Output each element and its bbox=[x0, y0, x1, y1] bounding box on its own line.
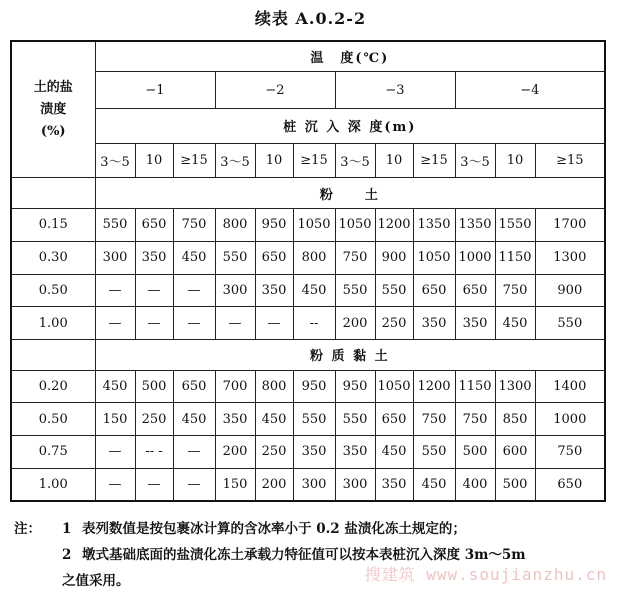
value-cell: 350 bbox=[135, 241, 173, 274]
value-cell: 550 bbox=[335, 274, 375, 307]
value-cell: 800 bbox=[255, 370, 293, 403]
salinity-cell: 1.00 bbox=[11, 307, 95, 340]
value-cell: 300 bbox=[293, 468, 335, 501]
value-cell: 1350 bbox=[413, 209, 455, 242]
value-cell: 500 bbox=[455, 435, 495, 468]
value-cell: — bbox=[173, 435, 215, 468]
note-number: 2 bbox=[62, 547, 72, 563]
depth-col: 10 bbox=[135, 143, 173, 178]
depth-col: 10 bbox=[495, 143, 535, 178]
depth-col: 3～5 bbox=[95, 143, 135, 178]
header-row-depth-label bbox=[11, 108, 605, 143]
salinity-cell: 0.75 bbox=[11, 435, 95, 468]
temperature-col: −3 bbox=[335, 72, 455, 109]
table-row bbox=[11, 370, 605, 403]
value-cell: — bbox=[135, 468, 173, 501]
depth-col: ≥15 bbox=[535, 143, 605, 178]
value-cell: 650 bbox=[173, 370, 215, 403]
value-cell: — bbox=[95, 435, 135, 468]
value-cell: 300 bbox=[95, 241, 135, 274]
value-cell: 350 bbox=[375, 468, 413, 501]
watermark: 搜建筑 www.soujianzhu.cn bbox=[364, 565, 607, 584]
value-cell: 750 bbox=[335, 241, 375, 274]
header-row-temperatures bbox=[11, 72, 605, 109]
value-cell: 350 bbox=[413, 307, 455, 340]
value-cell: 350 bbox=[335, 435, 375, 468]
value-cell: 650 bbox=[135, 209, 173, 242]
value-cell: 1150 bbox=[495, 241, 535, 274]
soil-type-header: 粉 质 黏 土 bbox=[95, 339, 605, 370]
section-row bbox=[11, 339, 605, 370]
value-cell: 550 bbox=[335, 403, 375, 436]
header-row-temperature bbox=[11, 41, 605, 72]
salinity-cell: 0.20 bbox=[11, 370, 95, 403]
value-cell: — bbox=[95, 468, 135, 501]
value-cell: 550 bbox=[293, 403, 335, 436]
value-cell: — bbox=[135, 274, 173, 307]
value-cell: 900 bbox=[535, 274, 605, 307]
value-cell: 800 bbox=[293, 241, 335, 274]
value-cell: 1050 bbox=[375, 370, 413, 403]
value-cell: 950 bbox=[335, 370, 375, 403]
note-item bbox=[14, 516, 614, 542]
value-cell: 450 bbox=[375, 435, 413, 468]
header-row-depths bbox=[11, 143, 605, 178]
value-cell: 650 bbox=[413, 274, 455, 307]
value-cell: 450 bbox=[95, 370, 135, 403]
value-cell: 500 bbox=[495, 468, 535, 501]
value-cell: 550 bbox=[535, 307, 605, 340]
value-cell: 750 bbox=[535, 435, 605, 468]
table-row bbox=[11, 435, 605, 468]
depth-col: 10 bbox=[375, 143, 413, 178]
salinity-cell: 1.00 bbox=[11, 468, 95, 501]
value-cell: 950 bbox=[293, 370, 335, 403]
value-cell: 750 bbox=[413, 403, 455, 436]
value-cell: 1050 bbox=[335, 209, 375, 242]
value-cell: 950 bbox=[255, 209, 293, 242]
table-row bbox=[11, 307, 605, 340]
value-cell: 800 bbox=[215, 209, 255, 242]
value-cell: 200 bbox=[255, 468, 293, 501]
depth-col: ≥15 bbox=[293, 143, 335, 178]
table-row bbox=[11, 274, 605, 307]
value-cell: 600 bbox=[495, 435, 535, 468]
value-cell: — bbox=[215, 307, 255, 340]
salinity-cell: 0.15 bbox=[11, 209, 95, 242]
table-row bbox=[11, 403, 605, 436]
salinity-header-text: 土的盐 渍度 (%) bbox=[33, 79, 73, 139]
salinity-cell: 0.30 bbox=[11, 241, 95, 274]
value-cell: -- - bbox=[135, 435, 173, 468]
temperature-header: 温 度(℃) bbox=[95, 41, 605, 72]
salinity-cell: 0.50 bbox=[11, 274, 95, 307]
value-cell: 450 bbox=[173, 241, 215, 274]
value-cell: 1050 bbox=[293, 209, 335, 242]
value-cell: 1000 bbox=[455, 241, 495, 274]
value-cell: — bbox=[135, 307, 173, 340]
salinity-cell: 0.50 bbox=[11, 403, 95, 436]
section-blank-cell bbox=[11, 339, 95, 370]
value-cell: 500 bbox=[135, 370, 173, 403]
temperature-col: −4 bbox=[455, 72, 605, 109]
depth-col: ≥15 bbox=[413, 143, 455, 178]
value-cell: 350 bbox=[255, 274, 293, 307]
value-cell: 1000 bbox=[535, 403, 605, 436]
value-cell: 1400 bbox=[535, 370, 605, 403]
value-cell: — bbox=[95, 274, 135, 307]
value-cell: 150 bbox=[215, 468, 255, 501]
value-cell: 650 bbox=[375, 403, 413, 436]
value-cell: 1700 bbox=[535, 209, 605, 242]
value-cell: 1050 bbox=[413, 241, 455, 274]
value-cell: 550 bbox=[95, 209, 135, 242]
value-cell: 350 bbox=[293, 435, 335, 468]
value-cell: — bbox=[173, 307, 215, 340]
value-cell: 650 bbox=[455, 274, 495, 307]
value-cell: 650 bbox=[535, 468, 605, 501]
value-cell: 750 bbox=[455, 403, 495, 436]
note-continuation: 之值采用。 bbox=[62, 573, 130, 589]
value-cell: 900 bbox=[375, 241, 413, 274]
depth-col: 3～5 bbox=[215, 143, 255, 178]
table-row bbox=[11, 209, 605, 242]
value-cell: -- bbox=[293, 307, 335, 340]
value-cell: 250 bbox=[375, 307, 413, 340]
table-title: 续表 A.0.2-2 bbox=[254, 9, 367, 28]
value-cell: 550 bbox=[375, 274, 413, 307]
depth-col: ≥15 bbox=[173, 143, 215, 178]
value-cell: 1300 bbox=[495, 370, 535, 403]
value-cell: 1350 bbox=[455, 209, 495, 242]
value-cell: 1150 bbox=[455, 370, 495, 403]
value-cell: 650 bbox=[255, 241, 293, 274]
value-cell: 550 bbox=[413, 435, 455, 468]
value-cell: 200 bbox=[215, 435, 255, 468]
value-cell: 1300 bbox=[535, 241, 605, 274]
bearing-capacity-table bbox=[10, 40, 606, 502]
table-row bbox=[11, 241, 605, 274]
value-cell: 300 bbox=[215, 274, 255, 307]
value-cell: 350 bbox=[215, 403, 255, 436]
value-cell: 750 bbox=[173, 209, 215, 242]
temperature-col: −1 bbox=[95, 72, 215, 109]
value-cell: 700 bbox=[215, 370, 255, 403]
depth-col: 3～5 bbox=[455, 143, 495, 178]
value-cell: 850 bbox=[495, 403, 535, 436]
value-cell: 450 bbox=[255, 403, 293, 436]
note-text: 墩式基础底面的盐渍化冻土承载力特征值可以按本表桩沉入深度 3m～5m bbox=[82, 547, 526, 563]
depth-col: 10 bbox=[255, 143, 293, 178]
value-cell: — bbox=[95, 307, 135, 340]
value-cell: 1550 bbox=[495, 209, 535, 242]
value-cell: — bbox=[173, 274, 215, 307]
value-cell: 450 bbox=[413, 468, 455, 501]
depth-col: 3～5 bbox=[335, 143, 375, 178]
note-text: 表列数值是按包裹冰计算的含冰率小于 0.2 盐渍化冻土规定的； bbox=[82, 521, 466, 537]
value-cell: 150 bbox=[95, 403, 135, 436]
value-cell: — bbox=[173, 468, 215, 501]
section-blank-cell bbox=[11, 178, 95, 209]
section-row bbox=[11, 178, 605, 209]
temperature-col: −2 bbox=[215, 72, 335, 109]
value-cell: — bbox=[255, 307, 293, 340]
soil-type-header: 粉 土 bbox=[95, 178, 605, 209]
value-cell: 1200 bbox=[375, 209, 413, 242]
depth-header: 桩 沉 入 深 度(m) bbox=[95, 108, 605, 143]
value-cell: 250 bbox=[135, 403, 173, 436]
notes-prefix: 注： bbox=[14, 521, 41, 537]
value-cell: 300 bbox=[335, 468, 375, 501]
value-cell: 550 bbox=[215, 241, 255, 274]
value-cell: 350 bbox=[455, 307, 495, 340]
value-cell: 1200 bbox=[413, 370, 455, 403]
value-cell: 450 bbox=[173, 403, 215, 436]
table-row bbox=[11, 468, 605, 501]
salinity-header bbox=[11, 41, 95, 178]
note-number: 1 bbox=[62, 521, 72, 537]
value-cell: 750 bbox=[495, 274, 535, 307]
value-cell: 400 bbox=[455, 468, 495, 501]
value-cell: 250 bbox=[255, 435, 293, 468]
value-cell: 450 bbox=[293, 274, 335, 307]
value-cell: 200 bbox=[335, 307, 375, 340]
value-cell: 450 bbox=[495, 307, 535, 340]
